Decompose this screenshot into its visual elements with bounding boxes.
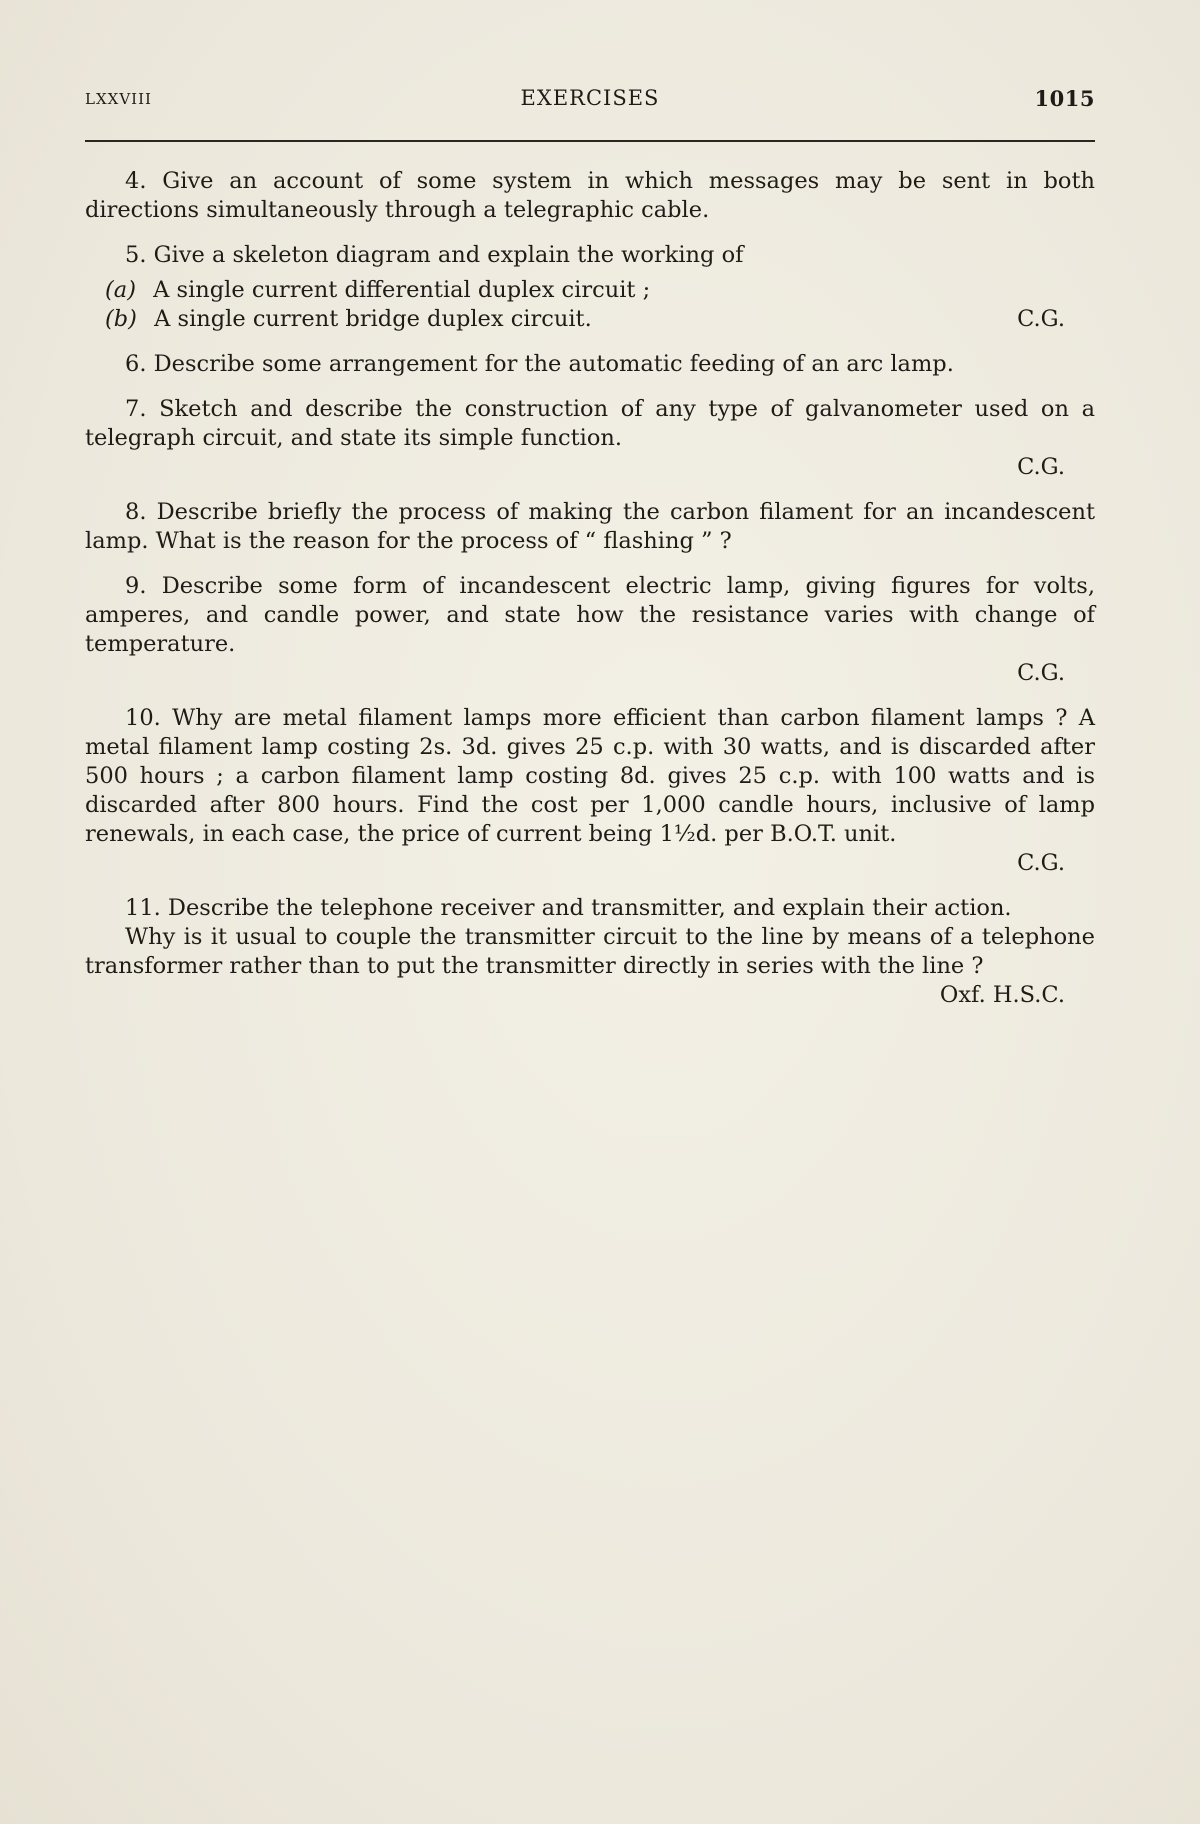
exam-source: C.G. bbox=[1017, 306, 1065, 332]
chapter-number: LXXVIII bbox=[85, 90, 152, 108]
page-title: EXERCISES bbox=[520, 86, 660, 110]
exercise-text: 4. Give an account of some system in which messages may be sent in both directions simultaneously through a telegraphic cable. bbox=[85, 168, 1095, 223]
exercise-5 bbox=[85, 241, 1095, 334]
sub-item-text: A single current bridge duplex circuit. bbox=[154, 306, 592, 332]
exercise-4 bbox=[85, 167, 1095, 225]
source-line bbox=[85, 659, 1095, 688]
exercise-11 bbox=[85, 894, 1095, 1010]
exercise-list bbox=[85, 167, 1095, 1026]
exercise-text: 7. Sketch and describe the construction of any type of galvanometer used on a telegraph circuit, and state its simple function. bbox=[85, 396, 1095, 451]
sub-item-mark: (b) bbox=[105, 306, 137, 332]
source-line bbox=[85, 981, 1095, 1010]
sub-item-a bbox=[85, 276, 1095, 305]
source-line bbox=[85, 453, 1095, 482]
exam-source: C.G. bbox=[1017, 454, 1065, 480]
running-header bbox=[85, 86, 1095, 122]
sub-item-text: A single current differential duplex circuit ; bbox=[153, 277, 651, 303]
exam-source: Oxf. H.S.C. bbox=[939, 982, 1065, 1008]
exercise-text: 8. Describe briefly the process of making the carbon filament for an incandescent lamp. What is the reason for the process of “ flashing ” ? bbox=[85, 499, 1095, 554]
sub-item-b bbox=[85, 305, 1095, 334]
exercise-text: 11. Describe the telephone receiver and transmitter, and explain their action. bbox=[125, 895, 1012, 921]
sub-item-mark: (a) bbox=[105, 277, 136, 303]
exam-source bbox=[1065, 276, 1095, 305]
exercise-text: 10. Why are metal filament lamps more efficient than carbon filament lamps ? A metal filament lamp costing 2s. 3d. gives 25 c.p. with 30 watts, and is discarded after 500 hours ; a carbon filament lamp costing 8d. gives 25 c.p. with 100 watts and is discarded after 800 hours. Find the cost per 1,000 candle hours, inclusive of lamp renewals, in each case, the price of current being 1½d. per B.O.T. unit. bbox=[85, 705, 1095, 847]
exercise-text: 6. Describe some arrangement for the automatic feeding of an arc lamp. bbox=[125, 351, 954, 377]
exercise-6 bbox=[85, 350, 1095, 379]
exercise-9 bbox=[85, 572, 1095, 688]
exercise-8 bbox=[85, 498, 1095, 556]
exercise-text-continued: Why is it usual to couple the transmitter circuit to the line by means of a telephone transformer rather than to put the transmitter directly in series with the line ? bbox=[85, 924, 1095, 979]
header-rule bbox=[85, 140, 1095, 142]
exercise-7 bbox=[85, 395, 1095, 482]
sub-item-list bbox=[85, 276, 1095, 334]
exercise-text: 5. Give a skeleton diagram and explain the working of bbox=[125, 242, 744, 268]
exercise-text: 9. Describe some form of incandescent electric lamp, giving figures for volts, amperes, and candle power, and state how the resistance varies with change of temperature. bbox=[85, 573, 1095, 657]
exam-source: C.G. bbox=[1017, 660, 1065, 686]
page-number: 1015 bbox=[1034, 86, 1095, 111]
exam-source: C.G. bbox=[1017, 850, 1065, 876]
exercise-10 bbox=[85, 704, 1095, 878]
source-line bbox=[85, 849, 1095, 878]
